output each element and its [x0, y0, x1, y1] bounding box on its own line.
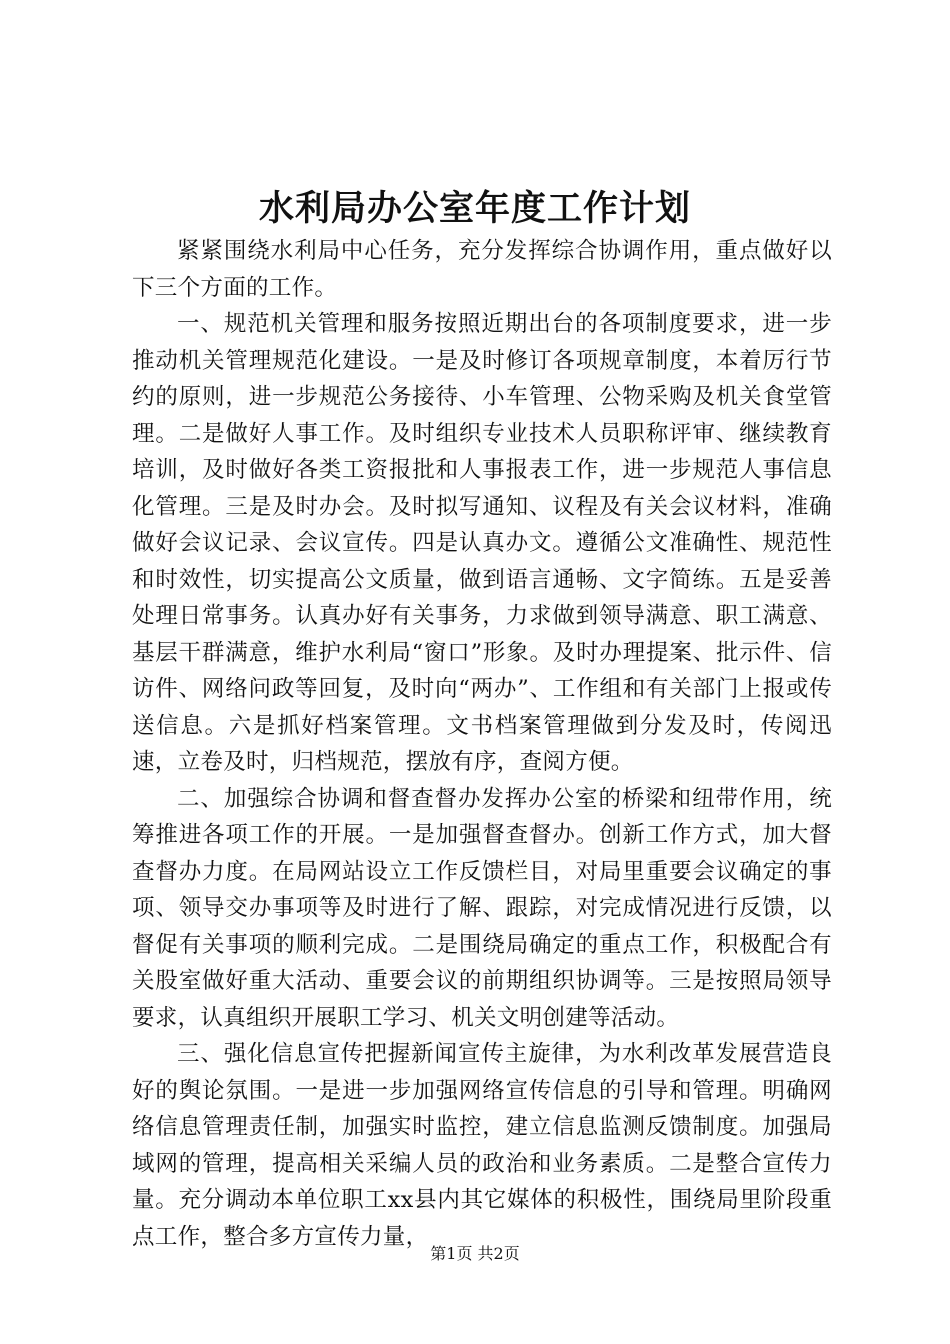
- page-footer: 第1页 共2页: [430, 1244, 520, 1263]
- paragraph-section-2: 二、加强综合协调和督查督办发挥办公室的桥梁和纽带作用，统筹推进各项工作的开展。一是加强督查督办。创新工作方式，加大督查督办力度。在局网站设立工作反馈栏目，对局里重要会议确定的事项、领导交办事项等及时进行了解、跟踪，对完成情况进行反馈，以督促有关事项的顺利完成。二是围绕局确定的重点工作，积极配合有关股室做好重大活动、重要会议的前期组织协调等。三是按照局领导要求，认真组织开展职工学习、机关文明创建等活动。: [132, 785, 832, 1031]
- document-body: [132, 233, 832, 1255]
- paragraph-section-1: 一、规范机关管理和服务按照近期出台的各项制度要求，进一步推动机关管理规范化建设。一是及时修订各项规章制度，本着厉行节约的原则，进一步规范公务接待、小车管理、公物采购及机关食堂管理。二是做好人事工作。及时组织专业技术人员职称评审、继续教育培训，及时做好各类工资报批和人事报表工作，进一步规范人事信息化管理。三是及时办会。及时拟写通知、议程及有关会议材料，准确做好会议记录、会议宣传。四是认真办文。遵循公文准确性、规范性和时效性，切实提高公文质量，做到语言通畅、文字简练。五是妥善处理日常事务。认真办好有关事务，力求做到领导满意、职工满意、基层干群满意，维护水利局“窗口”形象。及时办理提案、批示件、信访件、网络问政等回复，及时向“两办”、工作组和有关部门上报或传送信息。六是抓好档案管理。文书档案管理做到分发及时，传阅迅速，立卷及时，归档规范，摆放有序，查阅方便。: [132, 311, 832, 775]
- paragraph-intro: 紧紧围绕水利局中心任务，充分发挥综合协调作用，重点做好以下三个方面的工作。: [132, 238, 832, 301]
- paragraph-section-3: 三、强化信息宣传把握新闻宣传主旋律，为水利改革发展营造良好的舆论氛围。一是进一步加强网络宣传信息的引导和管理。明确网络信息管理责任制，加强实时监控，建立信息监测反馈制度。加强局域网的管理，提高相关采编人员的政治和业务素质。二是整合宣传力量。充分调动本单位职工xx县内其它媒体的积极性，围绕局里阶段重点工作，整合多方宣传力量，: [132, 1041, 832, 1250]
- document-title: 水利局办公室年度工作计划: [258, 188, 691, 229]
